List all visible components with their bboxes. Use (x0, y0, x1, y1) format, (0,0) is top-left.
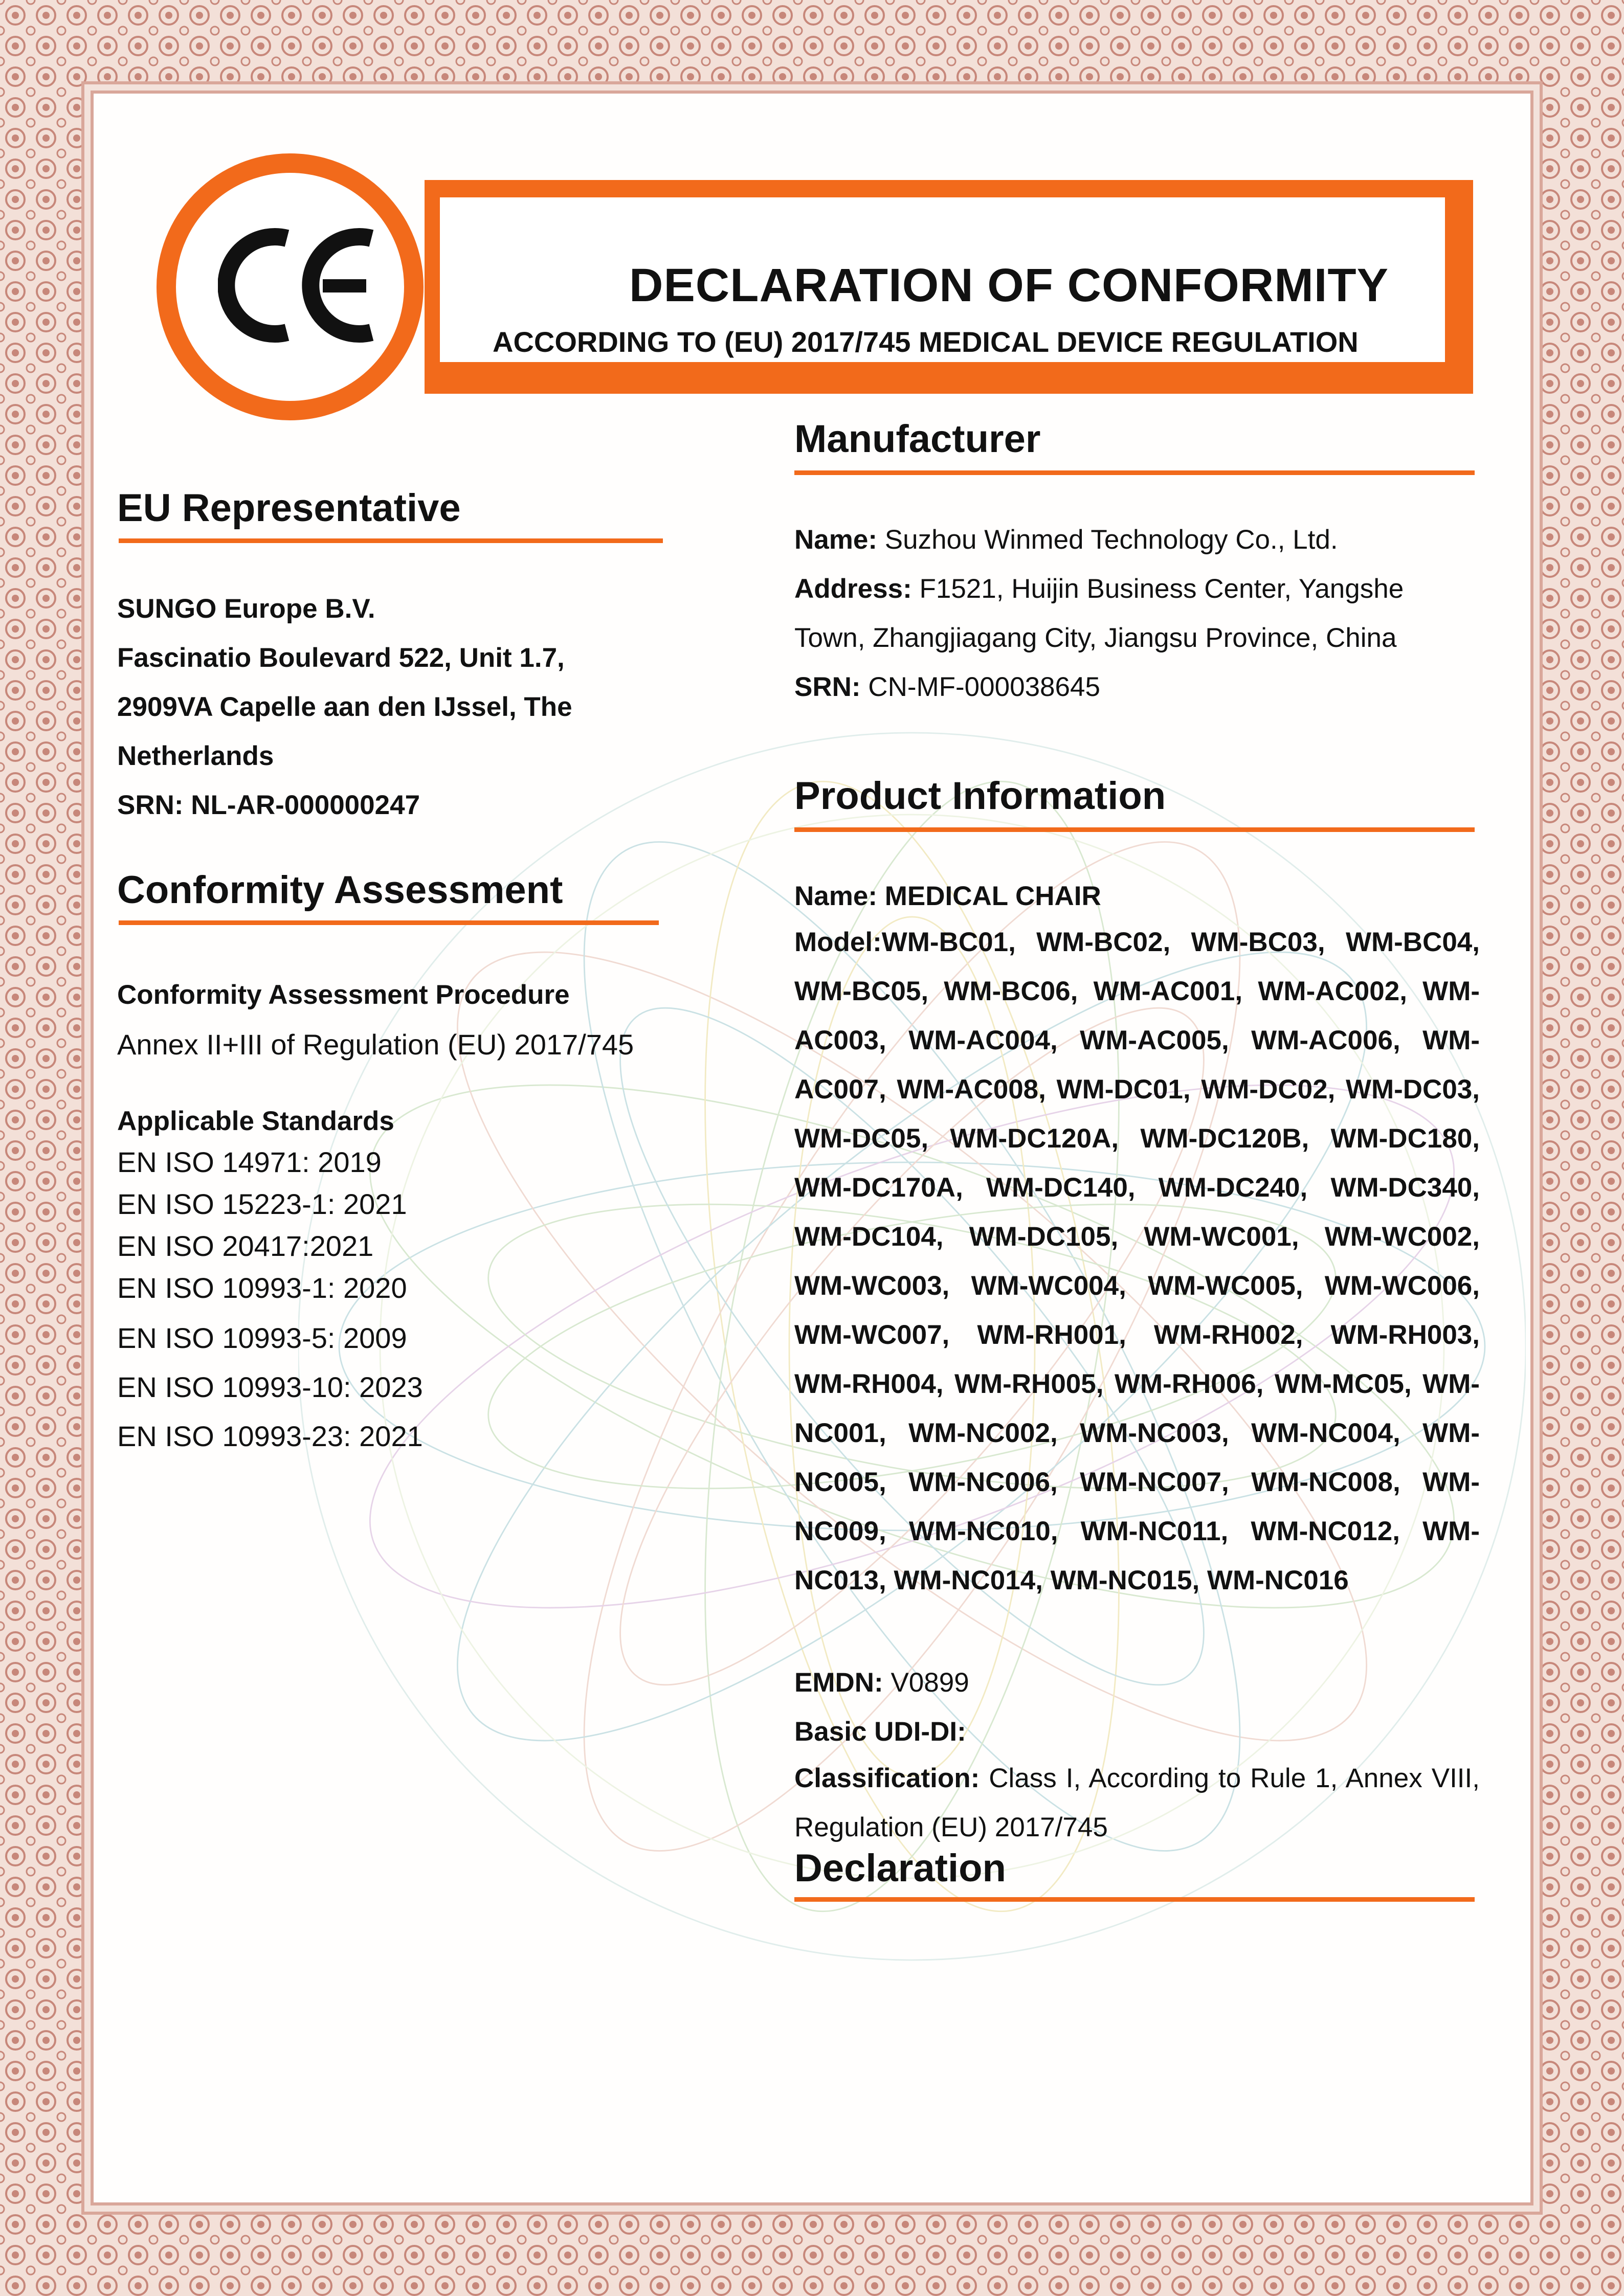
product-emdn: EMDN: V0899 (794, 1668, 969, 1698)
standard-item: EN ISO 10993-10: 2023 (117, 1371, 423, 1403)
standard-item: EN ISO 14971: 2019 (117, 1146, 382, 1178)
product-information-heading: Product Information (794, 774, 1166, 818)
declaration-divider (794, 1897, 1475, 1902)
standard-item: EN ISO 20417:2021 (117, 1230, 374, 1262)
page-subtitle: ACCORDING TO (EU) 2017/745 MEDICAL DEVICE REGULATION (493, 326, 1359, 358)
procedure-value: Annex II+III of Regulation (EU) 2017/745 (117, 1028, 634, 1061)
conformity-assessment-heading: Conformity Assessment (117, 868, 563, 912)
procedure-label: Conformity Assessment Procedure (117, 980, 570, 1010)
eu-representative-divider (119, 538, 663, 543)
ce-logo (157, 153, 424, 420)
manufacturer-srn: SRN: CN-MF-000038645 (794, 672, 1100, 702)
eu-rep-address-line1: Fascinatio Boulevard 522, Unit 1.7, (117, 643, 565, 673)
product-basic-udi-di: Basic UDI-DI: (794, 1717, 966, 1747)
product-name: Name: MEDICAL CHAIR (794, 881, 1101, 911)
page-title: DECLARATION OF CONFORMITY (629, 259, 1389, 311)
standard-item: EN ISO 10993-5: 2009 (117, 1322, 407, 1354)
declaration-heading: Declaration (794, 1847, 1006, 1890)
standard-item: EN ISO 10993-23: 2021 (117, 1420, 423, 1452)
manufacturer-name: Name: Suzhou Winmed Technology Co., Ltd. (794, 525, 1338, 555)
eu-rep-address-line3: Netherlands (117, 741, 274, 771)
eu-rep-address-line2: 2909VA Capelle aan den IJssel, The (117, 692, 572, 722)
product-models: Model:WM-BC01, WM-BC02, WM-BC03, WM-BC04, WM-BC05, WM-BC06, WM-AC001, WM-AC002, WM-AC003, WM-AC004, WM-AC005, WM-AC006, WM-AC007, WM-AC008, WM-DC01, WM-DC02, WM-DC03, WM-DC05, WM-DC120A, WM-DC120B, WM-DC180, WM-DC170A, WM-DC140, WM-DC240, WM-DC340, WM-DC104, WM-DC105, WM-WC001, WM-WC002, WM-WC003, WM-WC004, WM-WC005, WM-WC006, WM-WC007, WM-RH001, WM-RH002, WM-RH003, WM-RH004, WM-RH005, WM-RH006, WM-MC05, WM-NC001, WM-NC002, WM-NC003, WM-NC004, WM-NC005, WM-NC006, WM-NC007, WM-NC008, WM-NC009, WM-NC010, WM-NC011, WM-NC012, WM-NC013, WM-NC014, WM-NC015, WM-NC016 (794, 927, 1480, 1595)
manufacturer-divider (794, 470, 1475, 475)
standards-label: Applicable Standards (117, 1106, 394, 1136)
product-information-divider (794, 827, 1475, 832)
manufacturer-address-line2: Town, Zhangjiagang City, Jiangsu Province, China (794, 623, 1397, 653)
eu-representative-heading: EU Representative (117, 486, 461, 530)
manufacturer-heading: Manufacturer (794, 417, 1041, 461)
ce-mark-icon (218, 224, 382, 347)
conformity-assessment-divider (119, 920, 659, 925)
eu-rep-srn: SRN: NL-AR-000000247 (117, 790, 420, 820)
title-banner (425, 180, 1473, 394)
eu-rep-name: SUNGO Europe B.V. (117, 594, 375, 624)
product-classification: Classification: Class I, According to Rule 1, Annex VIII, Regulation (EU) 2017/745 (794, 1763, 1480, 1842)
standard-item: EN ISO 10993-1: 2020 (117, 1272, 407, 1304)
manufacturer-address: Address: F1521, Huijin Business Center, Yangshe (794, 574, 1404, 604)
standard-item: EN ISO 15223-1: 2021 (117, 1188, 407, 1220)
